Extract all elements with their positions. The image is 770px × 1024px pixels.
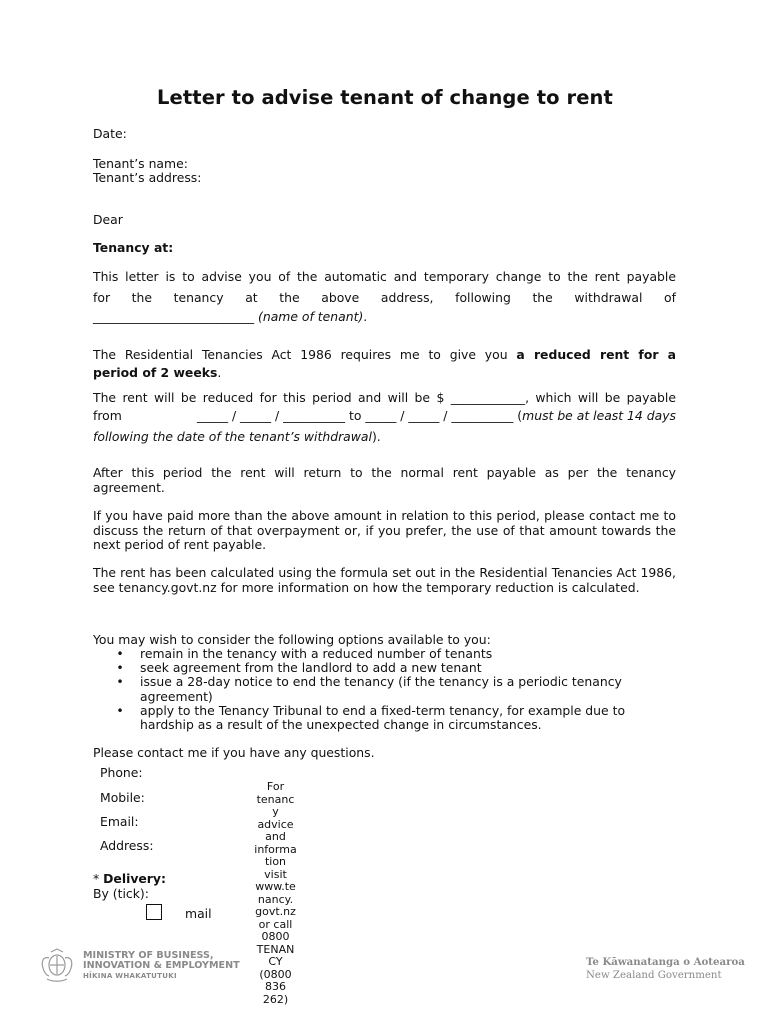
p1-end: . <box>363 309 368 324</box>
tenant-name-label: Tenant’s name: <box>93 156 188 171</box>
bullet-icon: • <box>116 674 124 690</box>
mail-checkbox[interactable] <box>146 904 162 920</box>
sidebox-line: visit <box>264 867 287 881</box>
page-title: Letter to advise tenant of change to rent <box>157 86 613 109</box>
list-item <box>93 661 676 675</box>
p2-bold-b: period of 2 weeks <box>93 365 218 380</box>
mbie-line3: HĪKINA WHAKATUTUKI <box>83 972 177 981</box>
name-of-tenant-hint: (name of tenant) <box>254 309 364 324</box>
tenancy-at-label: Tenancy at: <box>93 240 174 255</box>
sidebox-line: tenanc <box>256 792 295 806</box>
p3-from: from <box>93 408 122 423</box>
sidebox-line: TENAN <box>256 942 295 956</box>
p1-line1: This letter is to advise you of the automatic and temporary change to the rent payable <box>93 269 676 284</box>
list-item <box>93 647 676 661</box>
sidebox-line: advice <box>257 817 294 831</box>
p1-line3 <box>93 309 367 324</box>
address-label: Address: <box>100 838 154 853</box>
sidebox-line: 0800 <box>261 930 290 943</box>
nzgov-line1: Te Kāwanatanga o Aotearoa <box>586 956 745 968</box>
delivery-label: Delivery: <box>103 871 166 886</box>
p3-line3 <box>93 429 381 444</box>
sidebox-line: nancy. <box>257 892 294 906</box>
sidebox-line: (0800 <box>259 967 292 981</box>
p6: The rent has been calculated using the formula set out in the Residential Tenancies Act 1986, see tenancy.govt.nz for more information on how the temporary reduction is calculated. <box>93 565 676 595</box>
p2-line1 <box>93 344 676 365</box>
p3-line1: The rent will be reduced for this period and will be $ ____________, which will be payable <box>93 390 676 405</box>
p3-italic1: must be at least 14 days <box>522 408 676 423</box>
p2-text: The Residential Tenancies Act 1986 requires me to give you <box>93 347 517 362</box>
mbie-line1: MINISTRY OF BUSINESS, <box>83 950 214 961</box>
mail-label: mail <box>185 906 212 921</box>
option-text: issue a 28-day notice to end the tenancy (if the tenancy is a periodic tenancy agreement) <box>140 674 622 704</box>
sidebox-line: y <box>272 805 279 818</box>
sidebox-line: For <box>266 780 285 793</box>
required-star: * <box>93 871 104 886</box>
mbie-line2: INNOVATION & EMPLOYMENT <box>83 960 240 972</box>
coat-of-arms-icon <box>37 948 77 984</box>
tenant-address-label: Tenant’s address: <box>93 170 202 185</box>
sidebox-line: 262) <box>262 992 289 1006</box>
list-item <box>93 704 676 732</box>
sidebox-line: www.te <box>255 880 296 893</box>
p1-line2: for the tenancy at the above address, following the withdrawal of <box>93 290 676 305</box>
options-list <box>93 647 676 732</box>
nzgov-line2: New Zealand Government <box>586 970 722 981</box>
delivery-heading <box>93 871 166 886</box>
nz-government-logo <box>586 956 745 982</box>
options-intro: You may wish to consider the following options available to you: <box>93 632 491 647</box>
p4: After this period the rent will return to the normal rent payable as per the tenancy agreement. <box>93 465 676 495</box>
p3-italic2: following the date of the tenant’s withdrawal <box>93 429 372 444</box>
mbie-logo <box>83 951 240 982</box>
option-text: remain in the tenancy with a reduced number of tenants <box>140 646 493 661</box>
p3-dates-line <box>151 408 676 423</box>
bullet-icon: • <box>116 646 124 661</box>
tenancy-info-box <box>250 781 301 1006</box>
option-text: apply to the Tenancy Tribunal to end a fixed-term tenancy, for example due to hardship as a result of the unexpected change in circumstances. <box>140 702 626 733</box>
sidebox-line: 836 <box>265 980 286 993</box>
p2-bold-a: a reduced rent for a <box>516 347 677 362</box>
salutation: Dear <box>93 212 123 227</box>
mobile-label: Mobile: <box>100 790 145 805</box>
p2-end: . <box>217 365 222 380</box>
email-label: Email: <box>100 814 139 829</box>
tenant-name-blank[interactable]: __________________________ <box>93 309 255 324</box>
sidebox-line: or call <box>258 917 293 931</box>
p5: If you have paid more than the above amount in relation to this period, please contact me to discuss the return of that overpayment or, if you prefer, the use of that amount towards the next period of rent payable. <box>93 508 676 553</box>
by-tick-label: By (tick): <box>93 886 149 901</box>
sidebox-line: CY <box>268 955 283 968</box>
sidebox-line: govt.nz <box>255 905 296 918</box>
list-item <box>93 675 676 703</box>
p2-line2 <box>93 365 221 380</box>
sidebox-line: and <box>265 830 286 843</box>
date-label: Date: <box>93 126 127 141</box>
date-blanks[interactable]: _____ / _____ / __________ to _____ / _____ / __________ ( <box>197 408 523 423</box>
sidebox-line: tion <box>264 855 287 868</box>
questions-text: Please contact me if you have any questions. <box>93 745 375 760</box>
phone-label: Phone: <box>100 765 143 780</box>
option-text: seek agreement from the landlord to add a new tenant <box>140 660 482 676</box>
p3-end: ). <box>371 429 381 444</box>
bullet-icon: • <box>116 660 124 676</box>
sidebox-line: informa <box>254 842 297 856</box>
bullet-icon: • <box>116 702 124 718</box>
